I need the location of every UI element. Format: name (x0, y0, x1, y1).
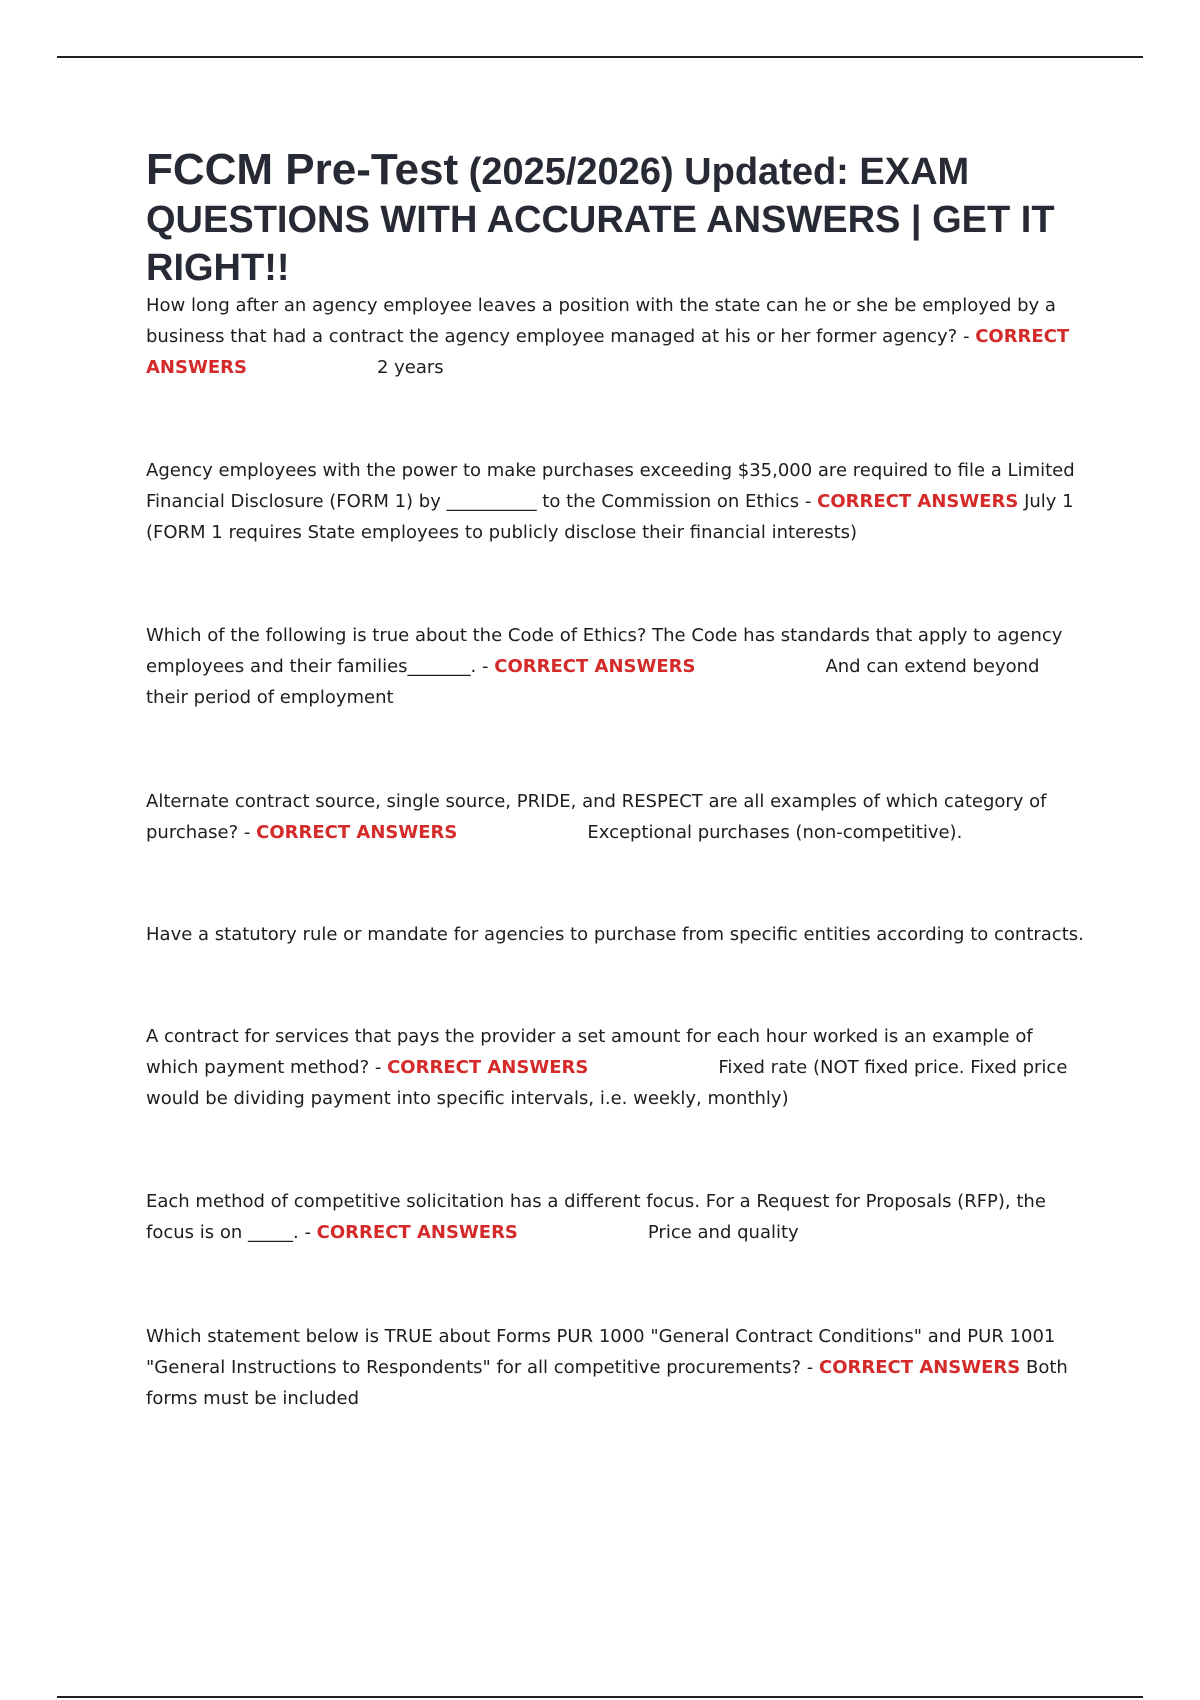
question-text: Which statement below is TRUE about Forms PUR 1000 "General Contract Conditions" and PUR 1001 "General Instructions to Respondents" for all competitive procurements? - (146, 1326, 1056, 1378)
answer-text: July 1 (FORM 1 requires State employees to publicly disclose their financial interests) (146, 491, 1074, 543)
correct-answers-label: CORRECT ANSWERS (316, 1222, 518, 1243)
qa-item-3 (146, 620, 1086, 713)
note-text: Have a statutory rule or mandate for agencies to purchase from specific entities according to contracts. (146, 924, 1084, 945)
title-main: FCCM Pre-Test (146, 145, 459, 194)
answer-text: And can extend beyond their period of employment (146, 656, 1040, 708)
correct-answers-label: CORRECT ANSWERS (817, 491, 1019, 512)
qa-item-2 (146, 455, 1086, 548)
top-rule (57, 56, 1143, 58)
answer-text: Price and quality (647, 1222, 799, 1243)
question-text: Each method of competitive solicitation has a different focus. For a Request for Proposals (RFP), the focus is on _____. - (146, 1191, 1046, 1243)
correct-answers-label: CORRECT ANSWERS (494, 656, 696, 677)
question-text: Alternate contract source, single source, PRIDE, and RESPECT are all examples of which category of purchase? - (146, 791, 1047, 843)
qa-item-7 (146, 1321, 1086, 1414)
answer-text: Both forms must be included (146, 1357, 1068, 1409)
answer-text: 2 years (376, 357, 444, 378)
qa-note (146, 919, 1086, 950)
qa-item-1 (146, 290, 1086, 383)
question-text: How long after an agency employee leaves a position with the state can he or she be employed by a business that had a contract the agency employee managed at his or her former agency? - (146, 295, 1056, 347)
correct-answers-label: CORRECT ANSWERS (819, 1357, 1021, 1378)
title-rest: (2025/2026) Updated: EXAM QUESTIONS WITH ACCURATE ANSWERS | GET IT RIGHT!! (146, 151, 1055, 289)
qa-item-6 (146, 1186, 1086, 1248)
correct-answers-label: CORRECT ANSWERS (256, 822, 458, 843)
correct-answers-label: CORRECT ANSWERS (146, 326, 1070, 378)
question-text: A contract for services that pays the provider a set amount for each hour worked is an example of which payment method? - (146, 1026, 1033, 1078)
correct-answers-label: CORRECT ANSWERS (387, 1057, 589, 1078)
qa-item-4 (146, 786, 1086, 848)
answer-text: Fixed rate (NOT fixed price. Fixed price would be dividing payment into specific intervals, i.e. weekly, monthly) (146, 1057, 1068, 1109)
question-text: Agency employees with the power to make purchases exceeding $35,000 are required to file a Limited Financial Disclosure (FORM 1) by __________ to the Commission on Ethics - (146, 460, 1075, 512)
answer-text: Exceptional purchases (non-competitive). (587, 822, 963, 843)
bottom-rule (57, 1696, 1143, 1698)
question-text: Which of the following is true about the Code of Ethics? The Code has standards that apply to agency employees and their families_______. - (146, 625, 1063, 677)
qa-item-5 (146, 1021, 1086, 1114)
page-title (146, 146, 1096, 292)
